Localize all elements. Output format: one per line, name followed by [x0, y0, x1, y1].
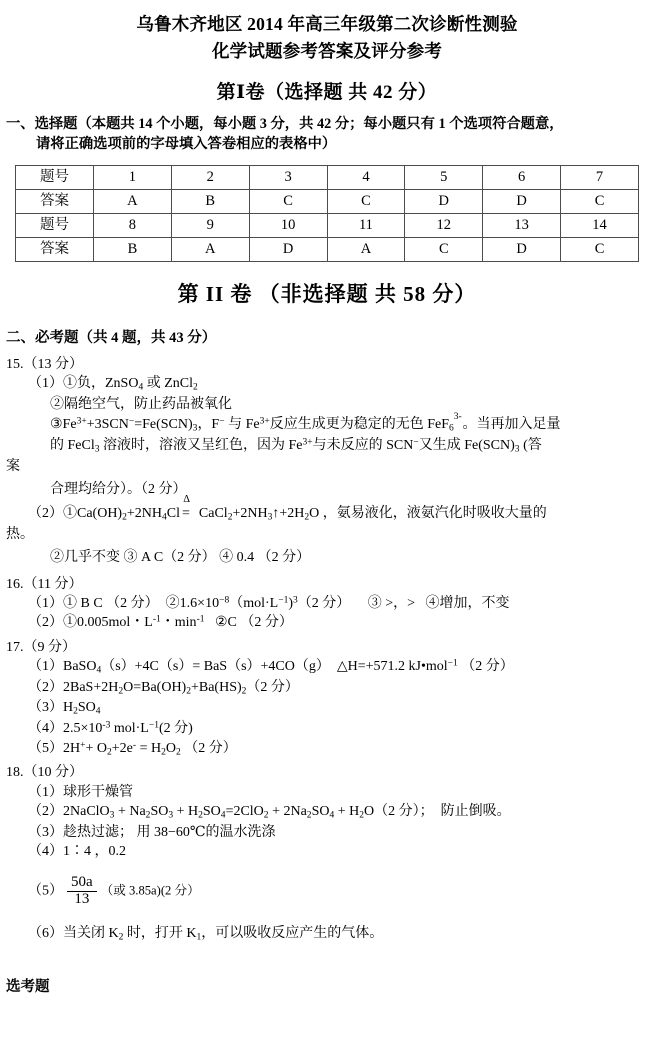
question-15-part1-item3-line4: 合理均给分）。（2 分）	[50, 481, 187, 497]
answer-cell: A	[94, 189, 172, 213]
delta-condition-marker	[182, 494, 191, 523]
document-title-line1: 乌鲁木齐地区 2014 年高三年级第二次诊断性测验	[136, 14, 518, 34]
row-header-number-2: 题号	[16, 213, 94, 237]
question-18-part3: （3）趁热过滤； 用 38−60℃的温水洗涤	[28, 824, 276, 840]
row-header-number-1: 题号	[16, 165, 94, 189]
document-title-line2: 化学试题参考答案及评分参考	[211, 40, 443, 61]
question-15-heading: 15.（13 分）	[6, 356, 83, 372]
answer-cell: A	[327, 237, 405, 261]
answer-cell: D	[249, 237, 327, 261]
answer-table-wrapper	[0, 165, 654, 262]
equals-symbol: =	[182, 506, 190, 522]
question-number-cell: 8	[94, 213, 172, 237]
question-15-part1-item3-line1: $③Fe^{3+}+3SCN^-=Fe(SCN)_3$，F− 与 $Fe^{3+}$反应生成更为稳定的无色 FeF$_6$ 3- 。当再加入足量	[50, 412, 561, 434]
question-15-part1-item1: （1）①负，ZnSO$_4$ 或 ZnCl$_2$	[28, 375, 198, 393]
answer-cell: B	[94, 237, 172, 261]
question-number-cell: 13	[483, 213, 561, 237]
question-18-part5-label: （5）	[28, 883, 63, 899]
delta-symbol: Δ	[183, 494, 191, 506]
question-number-cell: 6	[483, 165, 561, 189]
answer-table-body	[16, 165, 639, 261]
table-row	[16, 237, 639, 261]
question-17-heading: 17.（9 分）	[6, 639, 76, 655]
question-16-part2: （2）①0.005mol・$L^{-1}$・$\min^{-1}$ ②C （2 分）	[28, 614, 293, 631]
question-17-part1: （1）BaSO$_4$（s）+4C（s）= BaS（s）+4CO（g） △H=+571.2 kJ•mol$^{-1}$ （2 分）	[28, 658, 514, 676]
row-header-answer-1: 答案	[16, 189, 94, 213]
answer-sheet-page	[0, 16, 654, 1061]
answer-cell: D	[405, 189, 483, 213]
answer-cell: A	[171, 237, 249, 261]
question-15-part1-item2: ②隔绝空气，防止药品被氧化	[50, 396, 232, 412]
required-questions-heading: 二、必考题（共 4 题，共 43 分）	[6, 329, 217, 346]
question-number-cell: 14	[561, 213, 639, 237]
question-18-part2: （2）2NaClO$_3$ + $Na_2SO_3 + H_2SO_4=2ClO_2 + 2Na_2SO_4 + H_2O(2$ 分）； 防止倒吸。	[28, 803, 511, 821]
question-15-part1-item3-line2: 的 FeCl$_3$ 溶液时，溶液又呈红色，因为 $Fe^{3+}$与未反应的 SCN−又生成 $Fe(SCN)_3$ (答	[50, 437, 542, 455]
question-16-heading: 16.（11 分）	[6, 576, 83, 592]
question-number-cell: 11	[327, 213, 405, 237]
table-row	[16, 213, 639, 237]
question-18-part5	[0, 875, 654, 908]
question-15-part2-item2: ②几乎不变 ③ A C（2 分） ④ 0.4 （2 分）	[50, 550, 311, 566]
paper-one-title: 第Ⅰ卷（选择题 共 42 分）	[216, 82, 438, 103]
question-17-part2: $(2)2BaS+2H_2O=Ba(OH)_2+Ba(HS)_2(2$ 分）	[28, 679, 299, 697]
answer-cell: D	[483, 189, 561, 213]
table-row	[16, 165, 639, 189]
instruction-line-1: 一、选择题（本题共 14 个小题，每小题 3 分，共 42 分；每小题只有 1 个选项符合题意，	[6, 116, 564, 132]
question-number-cell: 9	[171, 213, 249, 237]
fraction-denominator: 13	[67, 891, 97, 908]
instruction-line-2: 请将正确选项前的字母填入答卷相应的表格中）	[36, 136, 337, 153]
question-18-heading: 18.（10 分）	[6, 765, 83, 781]
question-17-part5: $(5)2H^++ O_2+2e^- = H_2O_2$ （2 分）	[28, 740, 237, 758]
question-15-part2-item1-cont: 热。	[6, 526, 34, 542]
question-18-part4: （4）1∶4 ，0.2	[28, 844, 126, 859]
question-number-cell: 5	[405, 165, 483, 189]
answer-cell: C	[327, 189, 405, 213]
question-15-part1-item3-line3: 案	[6, 458, 20, 474]
fraction-50a-over-13	[67, 875, 97, 908]
question-number-cell: 12	[405, 213, 483, 237]
row-header-answer-2: 答案	[16, 237, 94, 261]
question-17-part3: $(3)H_2SO_4$	[28, 700, 101, 718]
question-15-part2-item1: $(2)①Ca(OH)_2+2NH_4Cl$ Δ = $CaCl_2+2NH_3↑+2H_2O$ ，氨易液化，液氨汽化时吸收大量的	[28, 494, 547, 523]
question-18-part1: （1）球形干燥管	[28, 784, 133, 800]
question-number-cell: 4	[327, 165, 405, 189]
answer-cell: C	[561, 189, 639, 213]
question-17-part4: $(4)2.5\times 10^{-3}$ $mol\cdot L^{-1}(2$ 分)	[28, 720, 193, 737]
question-number-cell: 10	[249, 213, 327, 237]
question-16-part1: （1）① B C （2 分） $②1.6\times 10^{-8}(mol\cdot L^{-1})^3(2$ 分） ③ >，> ④增加，不变	[28, 595, 510, 611]
answer-cell: B	[171, 189, 249, 213]
paper-two-title: 第 II 卷 （非选择题 共 58 分）	[177, 281, 477, 306]
question-number-cell: 2	[171, 165, 249, 189]
answer-cell: D	[483, 237, 561, 261]
optional-questions-heading: 选考题	[6, 978, 50, 995]
question-18-part6: （6）当关闭 $K_2$ 时，打开 $K_1$，可以吸收反应产生的气体。	[28, 925, 384, 943]
answer-table	[15, 165, 639, 262]
question-number-cell: 3	[249, 165, 327, 189]
answer-cell: C	[249, 189, 327, 213]
question-number-cell: 7	[561, 165, 639, 189]
question-18-part5-tail: （或 3.85a)(2 分）	[100, 883, 200, 898]
answer-cell: C	[561, 237, 639, 261]
section-one-instruction	[0, 114, 654, 155]
question-number-cell: 1	[94, 165, 172, 189]
answer-cell: C	[405, 237, 483, 261]
table-row	[16, 189, 639, 213]
fraction-numerator: 50a	[71, 874, 93, 891]
